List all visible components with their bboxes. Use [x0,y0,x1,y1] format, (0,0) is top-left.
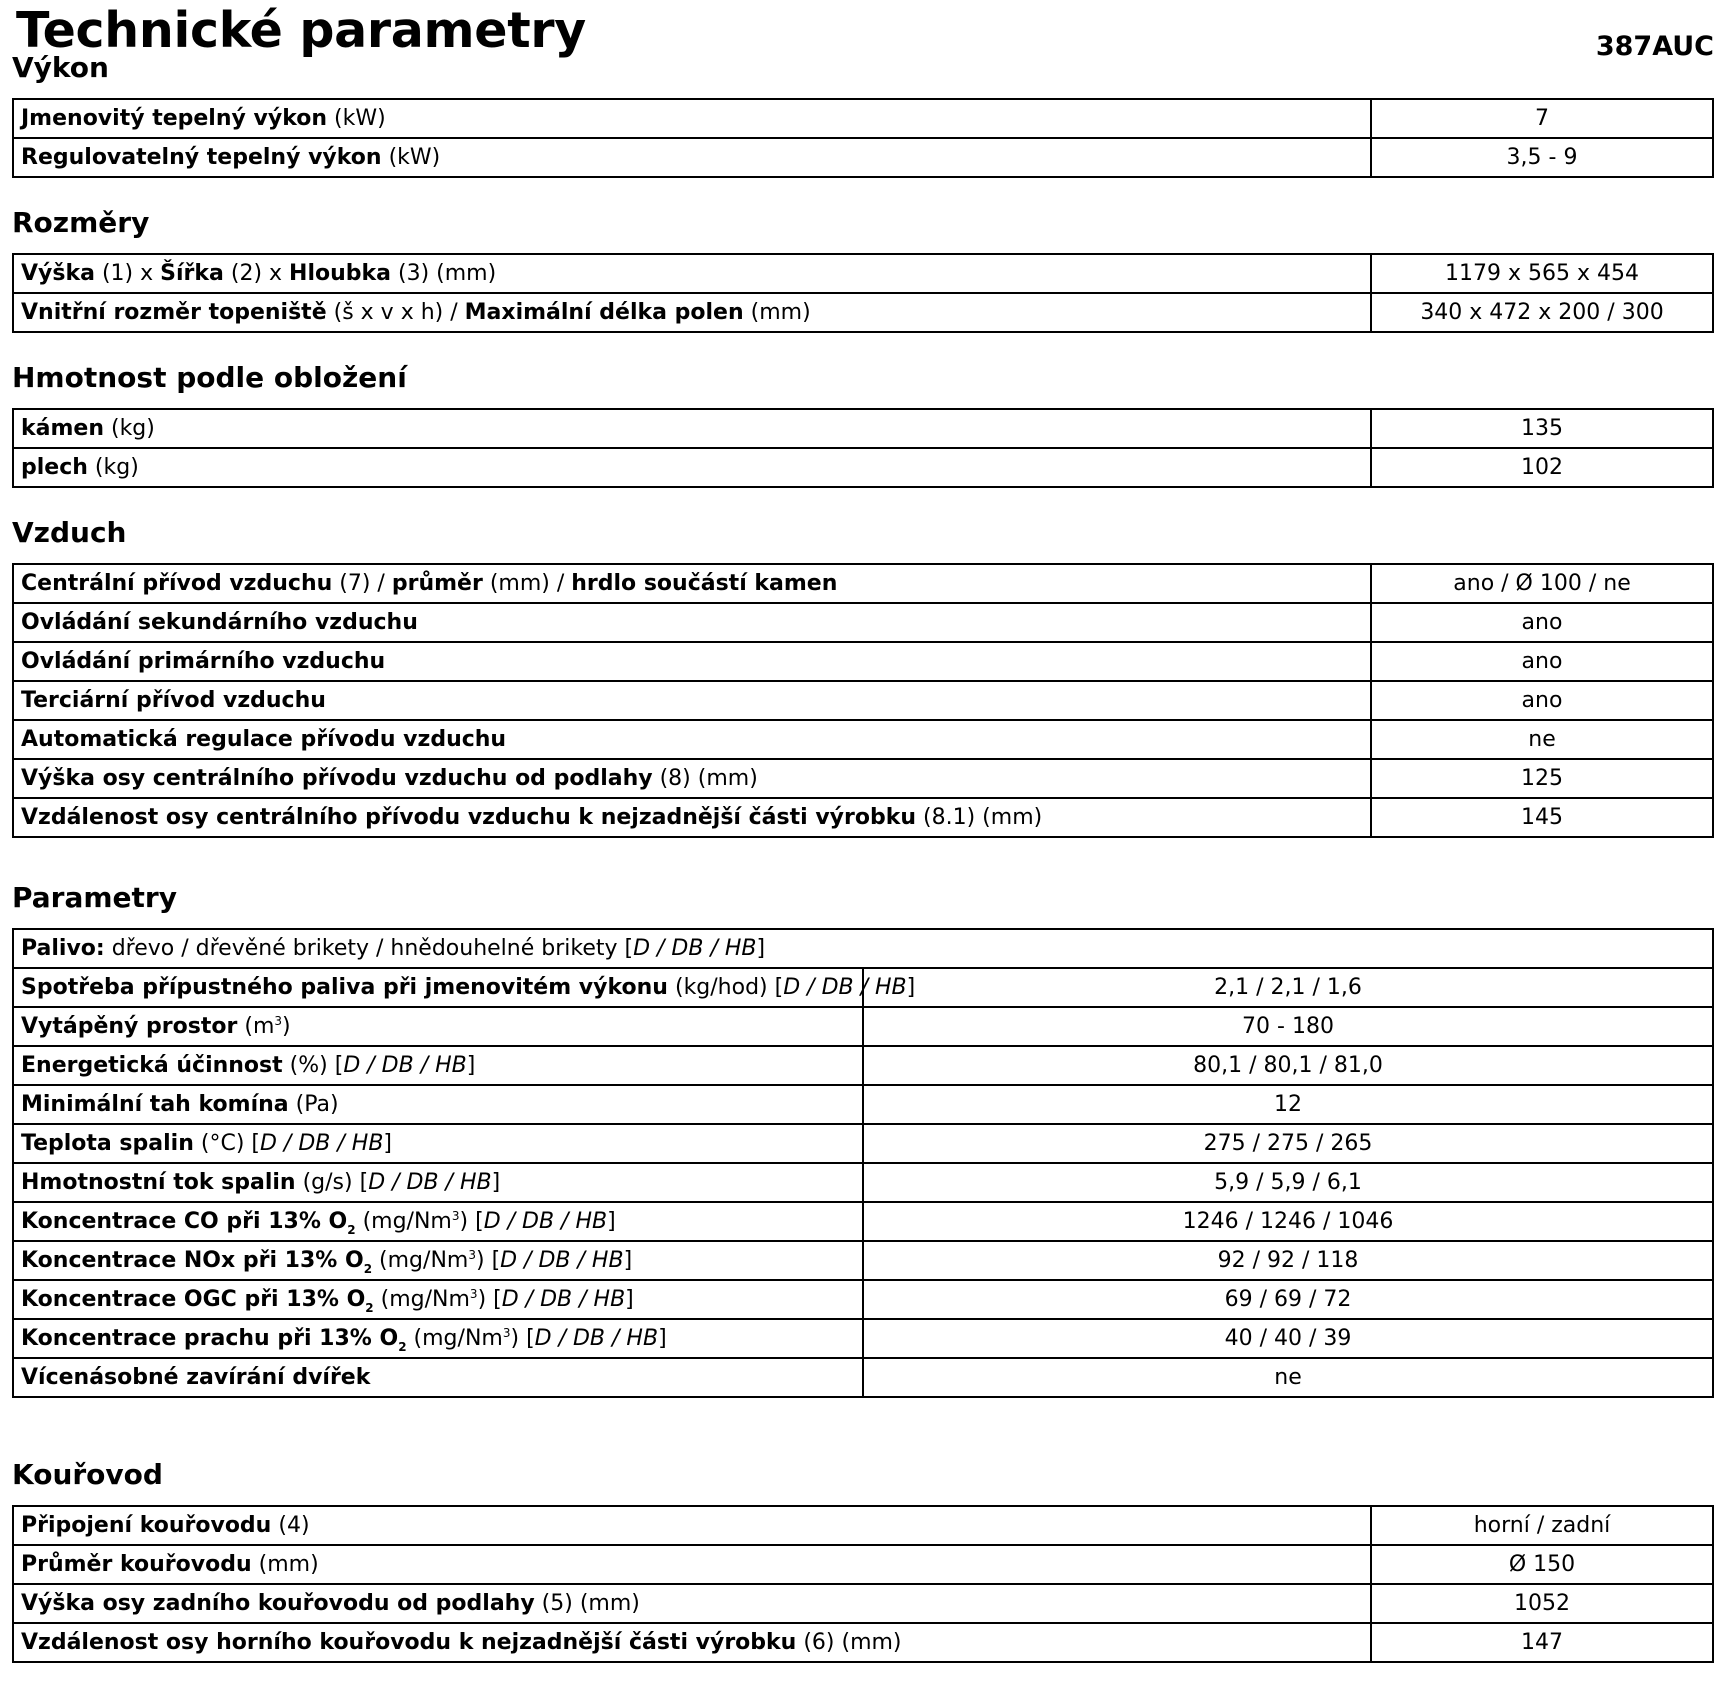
row-value: 135 [1371,409,1713,448]
row-label: Průměr kouřovodu (mm) [13,1545,1371,1584]
row-value: 102 [1371,448,1713,487]
row-value: ne [863,1358,1713,1397]
table-row [13,1046,1713,1085]
model-code: 387AUC [1595,31,1714,62]
table-row [13,448,1713,487]
table-vzduch [12,563,1714,838]
row-value: ano [1371,642,1713,681]
row-value: 145 [1371,798,1713,837]
row-value: 2,1 / 2,1 / 1,6 [863,968,1713,1007]
table-row [13,929,1713,968]
table-row [13,1623,1713,1662]
row-label: Energetická účinnost (%) [D / DB / HB] [13,1046,863,1085]
table-row [13,1358,1713,1397]
table-row [13,1202,1713,1241]
row-label: Koncentrace prachu při 13% $O_2$ (mg/Nm$^3$) [D / DB / HB] [13,1319,863,1358]
row-label: Vzdálenost osy horního kouřovodu k nejzadnější části výrobku (6) (mm) [13,1623,1371,1662]
row-label: Hmotnostní tok spalin (g/s) [D / DB / HB] [13,1163,863,1202]
table-rozmery [12,253,1714,333]
row-label: Vícenásobné zavírání dvířek [13,1358,863,1397]
table-row [13,409,1713,448]
row-value: 7 [1371,99,1713,138]
row-label: Výška osy zadního kouřovodu od podlahy (5) (mm) [13,1584,1371,1623]
table-kourovod [12,1505,1714,1663]
table-row [13,1319,1713,1358]
table-row [13,1085,1713,1124]
row-value: 340 x 472 x 200 / 300 [1371,293,1713,332]
row-label: plech (kg) [13,448,1371,487]
row-label: Výška osy centrálního přívodu vzduchu od podlahy (8) (mm) [13,759,1371,798]
row-value: ne [1371,720,1713,759]
row-label: Výška (1) x Šířka (2) x Hloubka (3) (mm) [13,254,1371,293]
row-value: 12 [863,1085,1713,1124]
page-title: Technické parametry [16,2,586,59]
section-heading-hmotnost: Hmotnost podle obložení [12,361,407,394]
table-parametry [12,928,1714,1398]
fuel-row: Palivo: dřevo / dřevěné brikety / hnědouhelné brikety [D / DB / HB] [13,929,1713,968]
row-label: Teplota spalin (°C) [D / DB / HB] [13,1124,863,1163]
table-row [13,603,1713,642]
row-value: 40 / 40 / 39 [863,1319,1713,1358]
row-label: Koncentrace NOx při 13% $O_2$ (mg/Nm$^3$) [D / DB / HB] [13,1241,863,1280]
table-row [13,564,1713,603]
row-label: Jmenovitý tepelný výkon (kW) [13,99,1371,138]
row-label: Vytápěný prostor $(m^3)$ [13,1007,863,1046]
row-label: Koncentrace OGC při 13% $O_2$ (mg/Nm$^3$) [D / DB / HB] [13,1280,863,1319]
section-heading-rozmery: Rozměry [12,206,150,239]
table-row [13,681,1713,720]
table-row [13,293,1713,332]
row-label: Regulovatelný tepelný výkon (kW) [13,138,1371,177]
row-value: 3,5 - 9 [1371,138,1713,177]
row-label: Spotřeba přípustného paliva při jmenovitém výkonu (kg/hod) [D / DB / HB] [13,968,863,1007]
row-value: 1052 [1371,1584,1713,1623]
row-label: Ovládání primárního vzduchu [13,642,1371,681]
table-row [13,642,1713,681]
table-row [13,1163,1713,1202]
row-label: Vnitřní rozměr topeniště (š x v x h) / Maximální délka polen (mm) [13,293,1371,332]
row-label: Koncentrace CO při 13% $O_2$ (mg/Nm$^3$) [D / DB / HB] [13,1202,863,1241]
section-heading-vykon: Výkon [12,51,109,84]
row-value: 147 [1371,1623,1713,1662]
section-heading-kourovod: Kouřovod [12,1458,163,1491]
row-label: Centrální přívod vzduchu (7) / průměr (mm) / hrdlo součástí kamen [13,564,1371,603]
table-row [13,798,1713,837]
row-value: 69 / 69 / 72 [863,1280,1713,1319]
row-value: 275 / 275 / 265 [863,1124,1713,1163]
row-value: 70 - 180 [863,1007,1713,1046]
row-label: Vzdálenost osy centrálního přívodu vzduchu k nejzadnější části výrobku (8.1) (mm) [13,798,1371,837]
table-row [13,99,1713,138]
row-label: Automatická regulace přívodu vzduchu [13,720,1371,759]
row-value: ano [1371,603,1713,642]
row-label: Připojení kouřovodu (4) [13,1506,1371,1545]
row-value: 92 / 92 / 118 [863,1241,1713,1280]
table-row [13,1545,1713,1584]
table-row [13,138,1713,177]
row-value: Ø 150 [1371,1545,1713,1584]
table-row [13,1506,1713,1545]
table-row [13,1241,1713,1280]
table-row [13,1124,1713,1163]
table-hmotnost [12,408,1714,488]
row-value: 1179 x 565 x 454 [1371,254,1713,293]
section-heading-vzduch: Vzduch [12,516,127,549]
row-value: ano / Ø 100 / ne [1371,564,1713,603]
row-label: Minimální tah komína (Pa) [13,1085,863,1124]
table-vykon [12,98,1714,178]
row-value: 80,1 / 80,1 / 81,0 [863,1046,1713,1085]
table-row [13,254,1713,293]
table-row [13,968,1713,1007]
row-value: ano [1371,681,1713,720]
row-label: kámen (kg) [13,409,1371,448]
table-row [13,1007,1713,1046]
table-row [13,1584,1713,1623]
section-heading-parametry: Parametry [12,881,177,914]
table-row [13,720,1713,759]
row-value: horní / zadní [1371,1506,1713,1545]
row-label: Ovládání sekundárního vzduchu [13,603,1371,642]
row-value: 1246 / 1246 / 1046 [863,1202,1713,1241]
row-label: Terciární přívod vzduchu [13,681,1371,720]
table-row [13,759,1713,798]
row-value: 125 [1371,759,1713,798]
row-value: 5,9 / 5,9 / 6,1 [863,1163,1713,1202]
table-row [13,1280,1713,1319]
